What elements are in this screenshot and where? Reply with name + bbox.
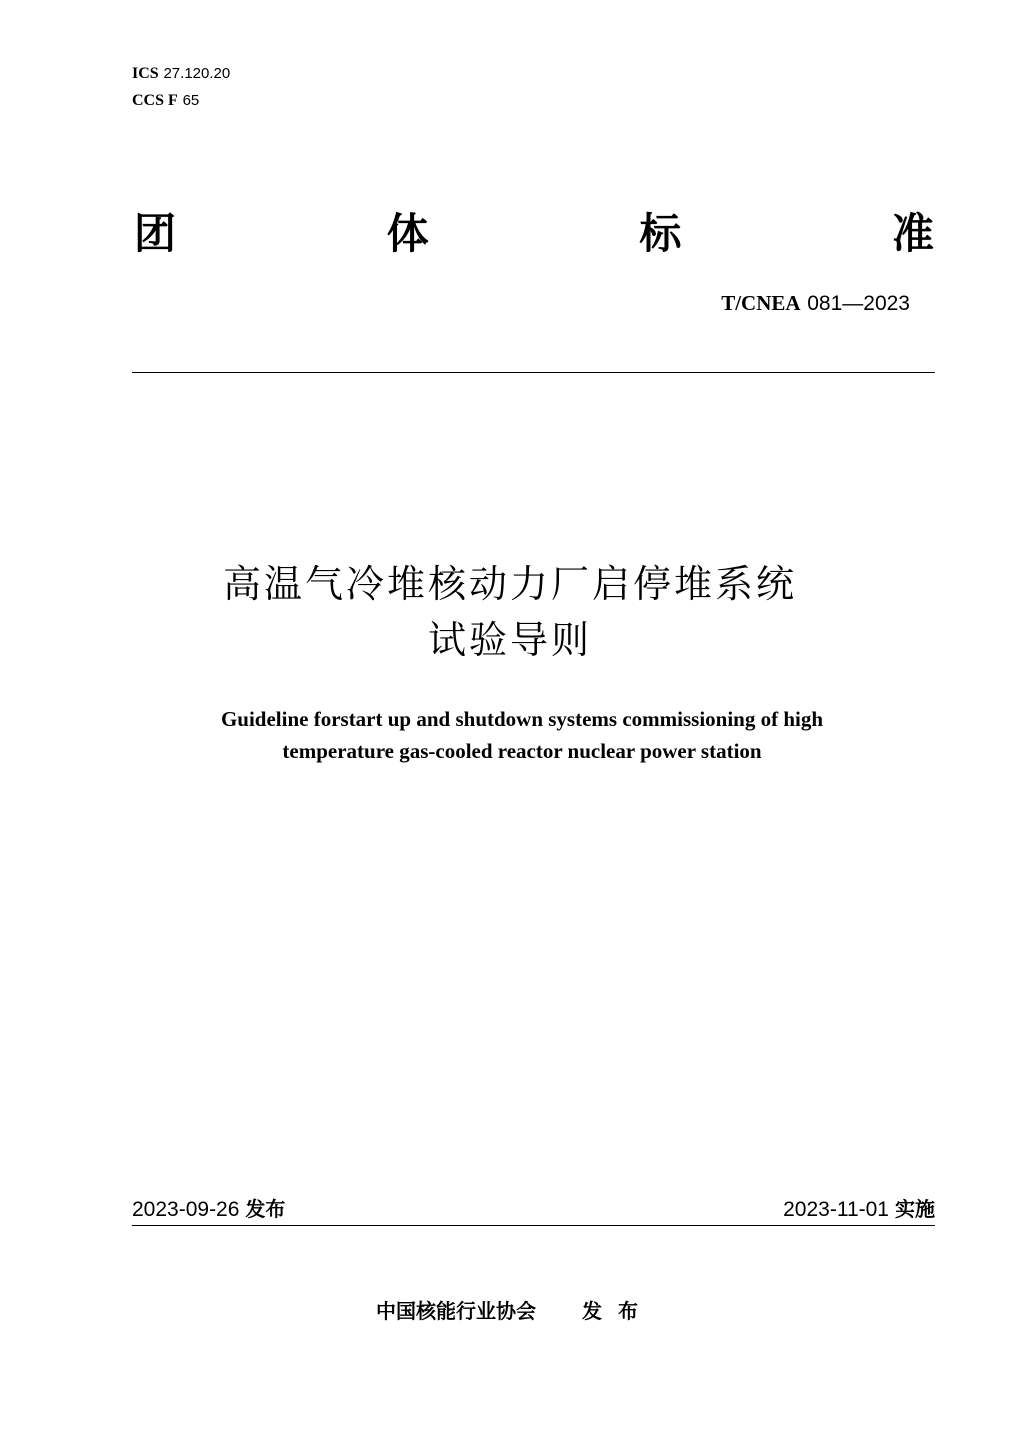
bottom-divider [132, 1225, 935, 1226]
standard-number-value: 081—2023 [807, 292, 910, 315]
title-chinese [0, 556, 1020, 668]
ics-line [132, 60, 230, 87]
ccs-value: 65 [182, 92, 200, 109]
implement-label: 实施 [895, 1197, 935, 1221]
publish-label: 发布 [245, 1197, 286, 1221]
ics-value: 27.120.20 [163, 65, 231, 82]
date-row [132, 1194, 935, 1225]
standard-type-char: 标 [639, 209, 682, 258]
classification-block [132, 60, 230, 114]
standard-number-prefix: T/CNEA [721, 291, 801, 315]
standard-type-char: 团 [134, 209, 177, 258]
top-divider [132, 372, 935, 373]
ccs-label: CCS F [132, 92, 178, 109]
publisher-action: 发布 [582, 1299, 654, 1323]
implement-date-group [783, 1194, 935, 1225]
publisher-name: 中国核能行业协会 [376, 1299, 536, 1323]
title-english-line-2: temperature gas-cooled reactor nuclear power station [282, 739, 762, 763]
title-chinese-line-1: 高温气冷堆核动力厂启停堆系统 [222, 562, 797, 606]
title-chinese-line-2: 试验导则 [427, 618, 592, 662]
implement-date: 2023-11-01 [783, 1198, 889, 1221]
standard-type-char: 准 [891, 209, 934, 258]
ics-label: ICS [132, 65, 159, 82]
ccs-line [132, 87, 230, 114]
title-english-line-1: Guideline forstart up and shutdown systems commissioning of high [220, 707, 824, 731]
publisher-line [376, 1296, 654, 1326]
title-english [0, 703, 1020, 767]
standard-type-char: 体 [386, 209, 429, 258]
publish-date: 2023-09-26 [132, 1198, 240, 1221]
standard-type-heading [134, 207, 934, 261]
standard-number [721, 288, 910, 319]
publish-date-group [132, 1194, 285, 1225]
